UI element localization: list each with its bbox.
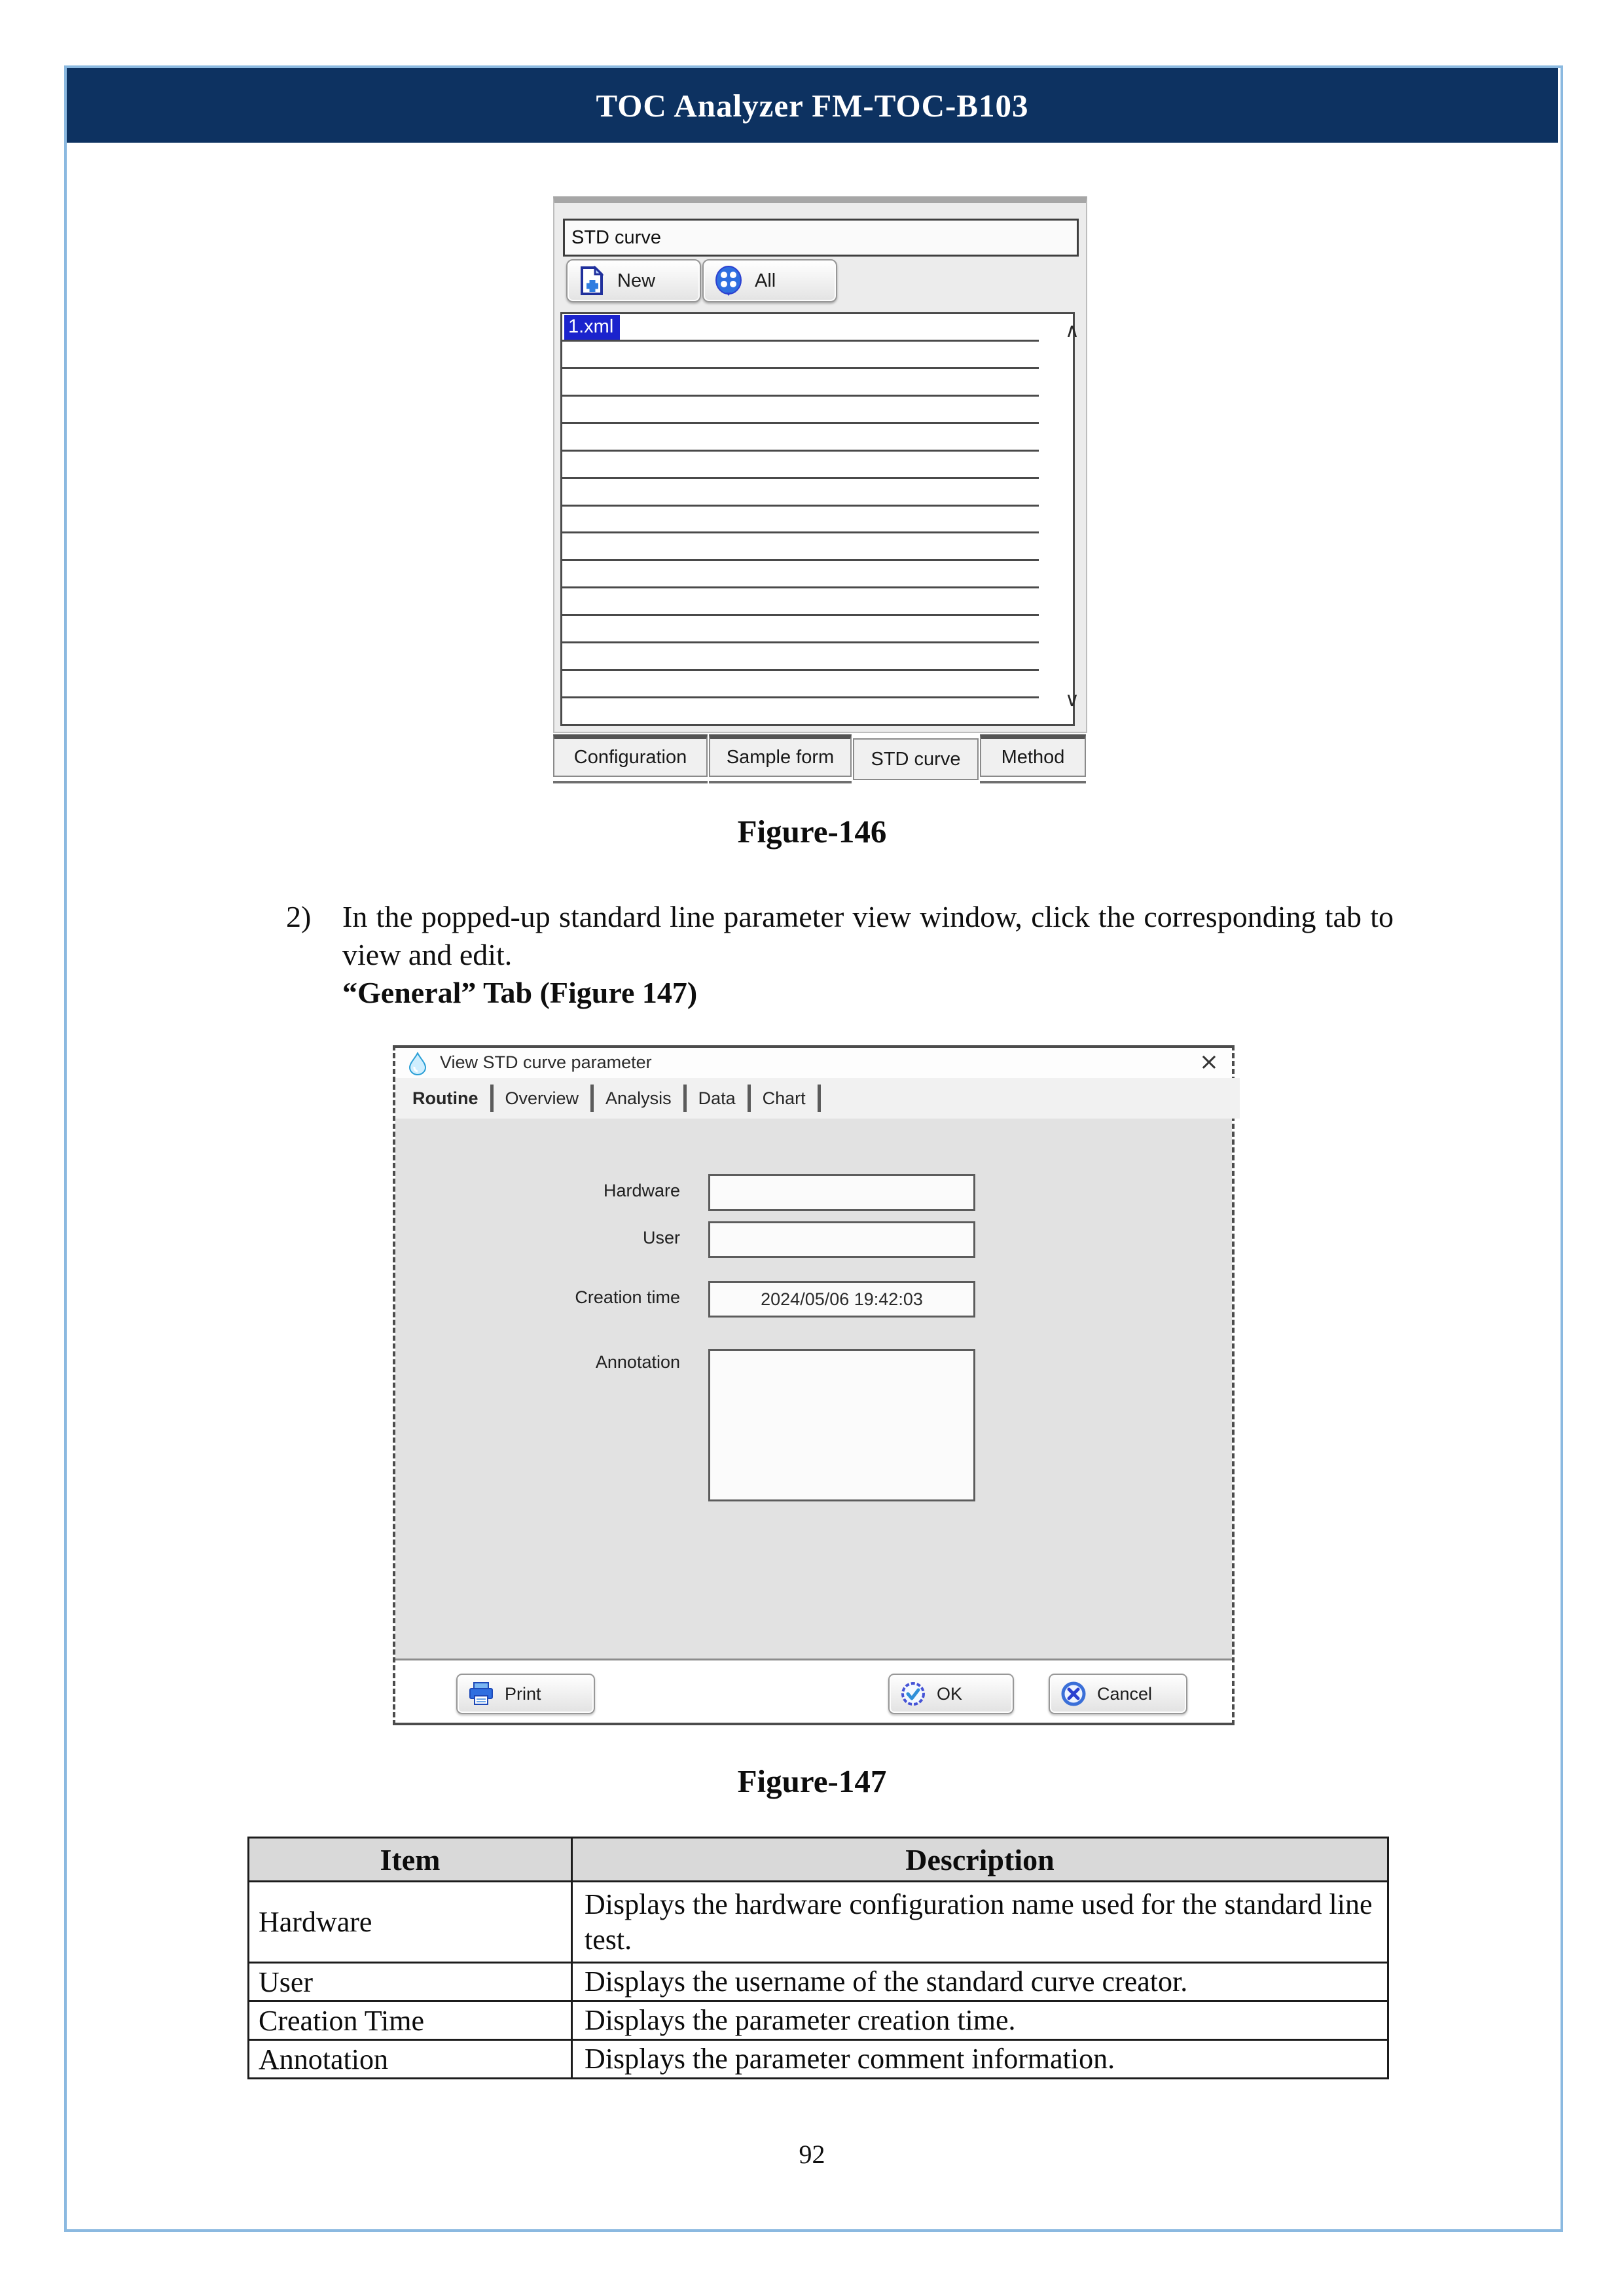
table-row: Creation Time Displays the parameter creation time. [249,2001,1388,2040]
creation-time-field[interactable]: 2024/05/06 19:42:03 [708,1281,975,1318]
list-item[interactable] [562,616,1039,643]
table-header-description: Description [572,1838,1388,1882]
tab-separator [748,1085,751,1112]
annotation-label: Annotation [595,1352,680,1372]
ok-button-label: OK [937,1683,963,1704]
figure146-caption: Figure-146 [737,814,887,850]
list-item[interactable] [562,342,1039,369]
figure146-screenshot [553,196,1087,733]
list-item[interactable] [562,561,1039,588]
all-button-label: All [755,270,776,291]
list-item[interactable] [562,397,1039,424]
tab-analysis[interactable]: Analysis [605,1088,672,1108]
routine-tab-content [395,1119,1232,1660]
header-bar [67,68,1558,143]
description-table [247,1837,1389,2079]
selected-file[interactable]: 1.xml [564,315,620,340]
tab-method[interactable]: Method [980,734,1086,777]
tab-configuration[interactable]: Configuration [553,734,708,777]
step-2-paragraph [286,898,1394,1012]
scroll-down-icon[interactable]: ∨ [1065,689,1079,711]
print-button-label: Print [505,1683,541,1704]
all-icon [714,266,743,296]
tab-separator [490,1085,494,1112]
print-button[interactable] [456,1674,595,1714]
tab-routine[interactable]: Routine [412,1088,478,1108]
list-item[interactable] [562,452,1039,479]
list-item[interactable] [562,698,1039,724]
hardware-field[interactable] [708,1174,975,1211]
figure147-tabstrip [395,1078,1240,1119]
droplet-icon [408,1052,427,1075]
list-item[interactable] [562,643,1039,671]
new-button-label: New [617,270,656,291]
step-bold-line: “General” Tab (Figure 147) [342,976,698,1009]
cancel-button-label: Cancel [1097,1683,1153,1704]
cancel-button[interactable] [1049,1674,1187,1714]
list-item[interactable] [562,314,1039,342]
list-item[interactable] [562,479,1039,507]
std-curve-group-label: STD curve [563,219,1079,257]
list-item[interactable] [562,369,1039,397]
list-item[interactable] [562,588,1039,616]
new-button[interactable] [566,259,701,302]
step-text: In the popped-up standard line parameter view window, click the corresponding tab to view and edit. [342,900,1394,971]
figure147-window [393,1045,1235,1725]
table-row: Annotation Displays the parameter comment information. [249,2040,1388,2079]
printer-icon [468,1681,494,1706]
page-number: 92 [799,2140,825,2169]
figure147-button-strip [395,1659,1232,1723]
all-button[interactable] [702,259,837,302]
list-item[interactable] [562,424,1039,452]
page-title: TOC Analyzer FM-TOC-B103 [596,87,1029,124]
tab-chart[interactable]: Chart [762,1088,806,1108]
tab-std-curve[interactable]: STD curve [853,738,979,780]
tab-sample-form[interactable]: Sample form [709,734,852,777]
step-number: 2) [286,900,312,933]
window-title: View STD curve parameter [440,1052,652,1072]
list-item[interactable] [562,671,1039,698]
close-icon[interactable]: × [1199,1049,1219,1075]
list-item[interactable] [562,533,1039,561]
table-row: User Displays the username of the standard curve creator. [249,1963,1388,2001]
tab-separator [590,1085,594,1112]
table-header-item: Item [249,1838,572,1882]
cancel-x-icon [1060,1681,1087,1707]
file-list[interactable] [560,312,1075,726]
ok-check-icon [900,1681,926,1707]
new-file-icon [578,266,605,296]
tab-separator [818,1085,821,1112]
tab-overview[interactable]: Overview [505,1088,579,1108]
user-label: User [642,1228,680,1247]
creation-time-label: Creation time [575,1287,680,1307]
annotation-field[interactable] [708,1349,975,1501]
hardware-label: Hardware [603,1181,680,1200]
tab-data[interactable]: Data [698,1088,736,1108]
tab-separator [683,1085,687,1112]
scroll-up-icon[interactable]: ∧ [1065,319,1079,342]
user-field[interactable] [708,1221,975,1258]
list-item[interactable] [562,507,1039,534]
figure147-caption: Figure-147 [737,1763,887,1799]
table-row: Hardware Displays the hardware configuration name used for the standard line test. [249,1882,1388,1963]
ok-button[interactable] [888,1674,1014,1714]
window-titlebar [395,1048,1232,1078]
